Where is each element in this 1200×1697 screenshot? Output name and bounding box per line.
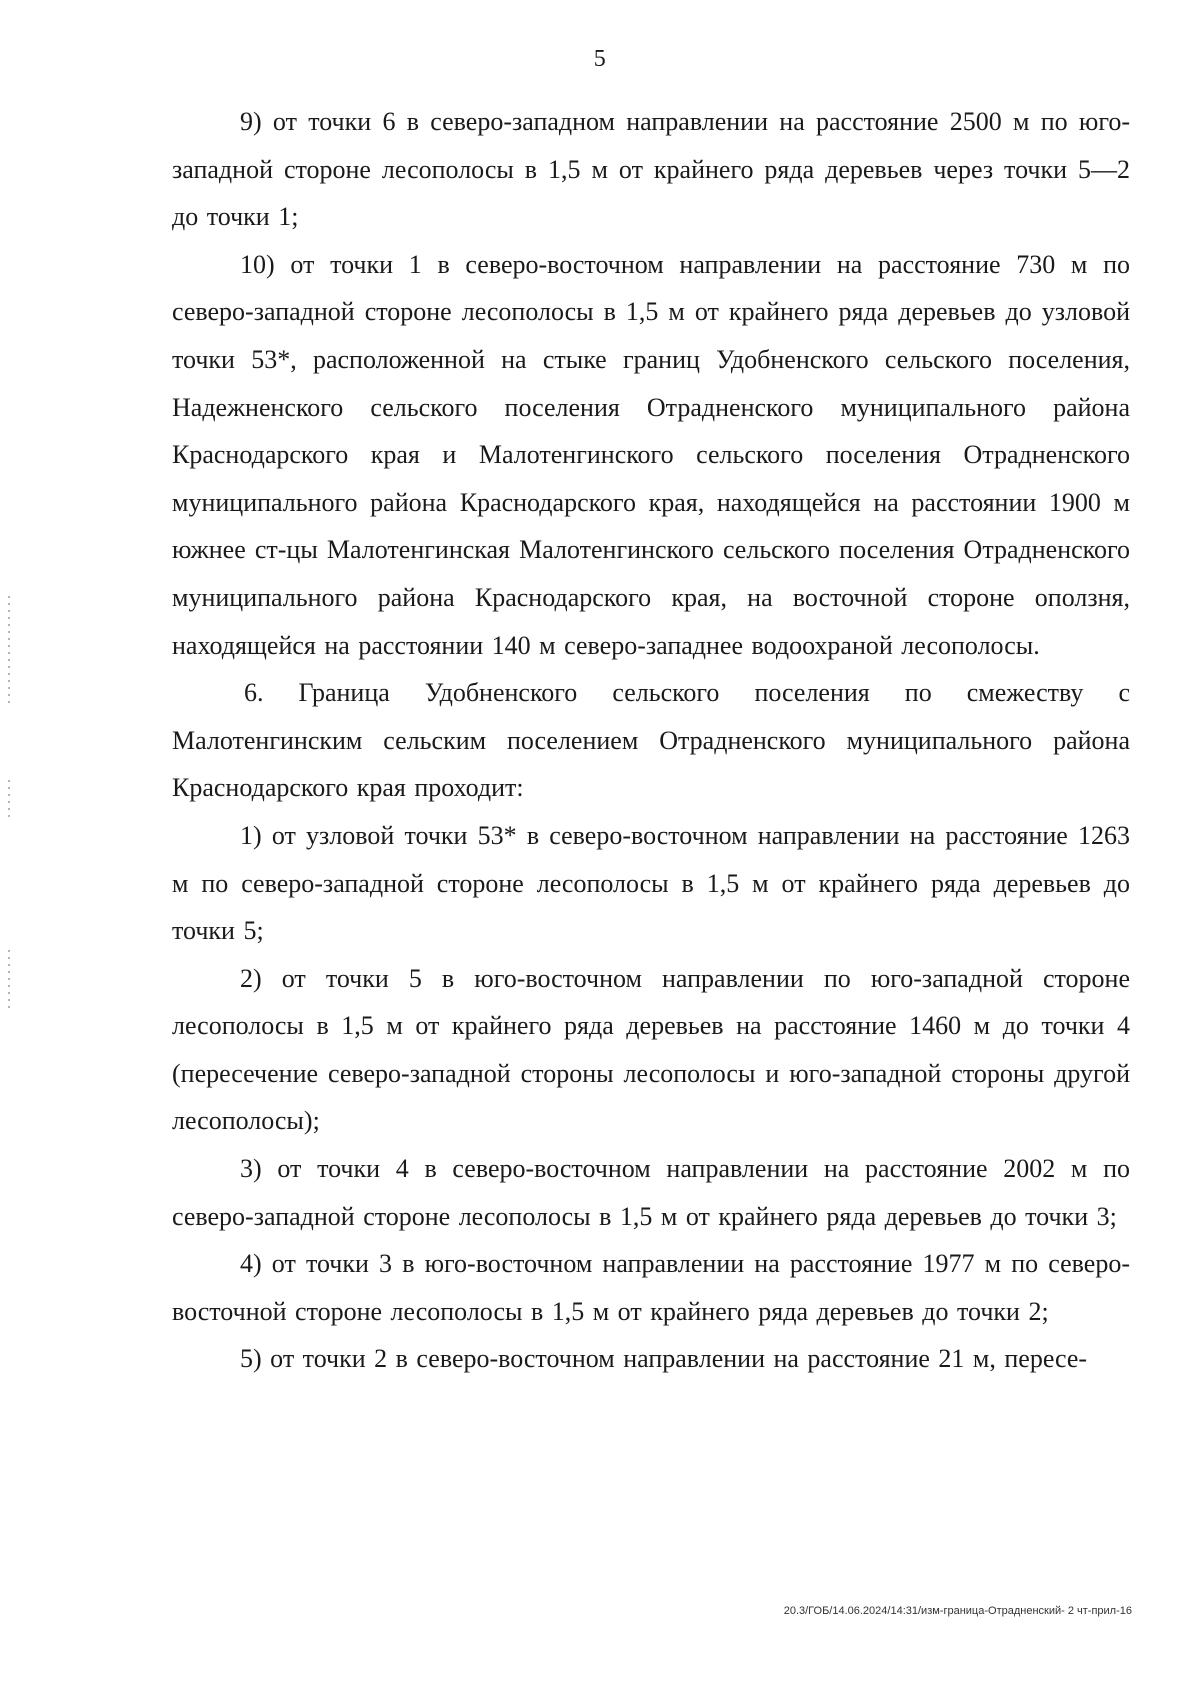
scan-margin-marks [8, 950, 10, 1010]
paragraph-item-3: 3) от точки 4 в северо-восточном направлении на расстояние 2002 м по северо-западной стороне лесополосы в 1,5 м от крайнего ряда деревьев до точки 3; [172, 1154, 1130, 1231]
document-body [172, 98, 1130, 1383]
scan-margin-marks [8, 596, 10, 706]
document-footer-code: 20.3/ГОБ/14.06.2024/14:31/изм-граница-Отрадненский- 2 чт-прил-16 [783, 1605, 1132, 1617]
paragraph-item-4: 4) от точки 3 в юго-восточном направлении на расстояние 1977 м по северо-восточной стороне лесополосы в 1,5 м от крайнего ряда деревьев до точки 2; [172, 1249, 1130, 1326]
section-6-paragraph: 6. Граница Удобненского сельского поселения по смежеству с Малотенгинским сельским поселением Отрадненского муниципального района Краснодарского края проходит: [172, 678, 1130, 803]
paragraph-item-1: 1) от узловой точки 53* в северо-восточном направлении на расстояние 1263 м по северо-западной стороне лесополосы в 1,5 м от крайнего ряда деревьев до точки 5; [172, 820, 1130, 946]
paragraph-item-10: 10) от точки 1 в северо-восточном направлении на расстояние 730 м по северо-западной стороне лесополосы в 1,5 м от крайнего ряда деревьев до узловой точки 53*, расположенной на стыке границ Удобненского сельского поселения, Надежненского сельского поселения Отрадненского муниципального района Краснодарского края и Малотенгинского сельского поселения Отрадненского муниципального района Краснодарского края, находящейся на расстоянии 1900 м южнее ст-цы Малотенгинская Малотенгинского сельского поселения Отрадненского муниципального района Краснодарского края, на восточной стороне оползня, находящейся на расстоянии 140 м северо-западнее водоохраной лесополосы. [172, 249, 1130, 660]
paragraph-item-5: 5) от точки 2 в северо-восточном направлении на расстояние 21 м, пересе- [240, 1344, 1088, 1374]
paragraph-item-9: 9) от точки 6 в северо-западном направлении на расстояние 2500 м по юго-западной стороне лесополосы в 1,5 м от крайнего ряда деревьев через точки 5—2 до точки 1; [172, 107, 1130, 232]
scan-margin-marks [8, 780, 10, 820]
page-number: 5 [593, 46, 607, 72]
paragraph-item-2: 2) от точки 5 в юго-восточном направлении по юго-западной стороне лесополосы в 1,5 м от крайнего ряда деревьев на расстояние 1460 м до точки 4 (пересечение северо-западной стороны лесополосы и юго-западной стороны другой лесополосы); [172, 963, 1130, 1136]
